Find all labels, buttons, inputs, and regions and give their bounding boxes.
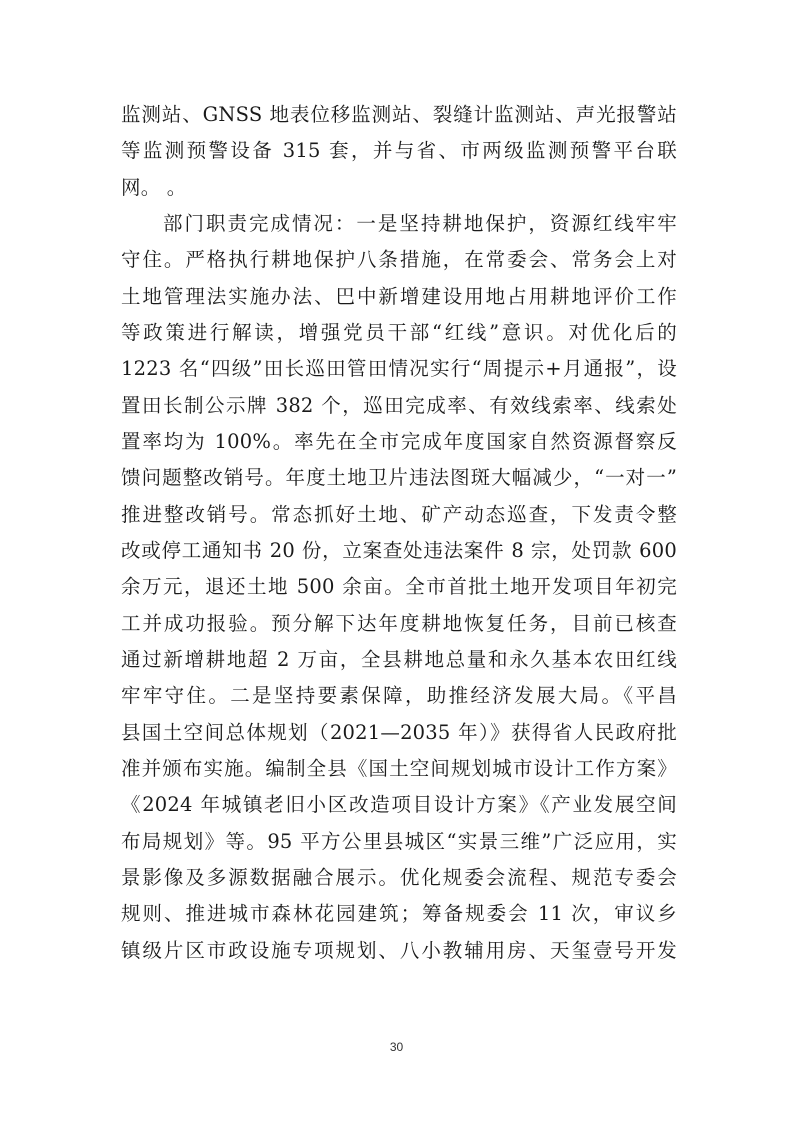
text-line: 网。 。 — [121, 175, 187, 199]
text-line: 县国土空间总体规划（2021—2035 年）》获得省人民政府批 — [121, 720, 677, 744]
text-line: 1223 名“四级”田长巡田管田情况实行“周提示+月通报”，设 — [121, 357, 677, 381]
text-line: 置田长制公示牌 382 个，巡田完成率、有效线索率、线索处 — [121, 393, 677, 417]
text-line: 牢牢守住。二是坚持要素保障，助推经济发展大局。《平昌 — [121, 684, 677, 708]
body-text — [121, 97, 677, 969]
text-line: 等监测预警设备 315 套，并与省、市两级监测预警平台联 — [121, 139, 677, 163]
text-line: 土地管理法实施办法、巴中新增建设用地占用耕地评价工作 — [121, 284, 677, 308]
text-line: 规则、推进城市森林花园建筑；筹备规委会 11 次，审议乡 — [121, 902, 677, 926]
text-line: 置率均为 100%。率先在全市完成年度国家自然资源督察反 — [121, 429, 677, 453]
text-line: 景影像及多源数据融合展示。优化规委会流程、规范专委会 — [121, 865, 677, 889]
text-line: 改或停工通知书 20 份，立案查处违法案件 8 宗，处罚款 600 — [121, 538, 677, 562]
text-line: 监测站、GNSS 地表位移监测站、裂缝计监测站、声光报警站 — [121, 103, 677, 126]
text-line: 准并颁布实施。编制全县《国土空间规划城市设计工作方案》 — [121, 756, 677, 780]
text-line: 馈问题整改销号。年度土地卫片违法图斑大幅减少，“一对一” — [121, 466, 677, 490]
page-number: 30 — [389, 1040, 404, 1054]
text-line: 守住。严格执行耕地保护八条措施，在常委会、常务会上对 — [121, 248, 677, 272]
text-line: 余万元，退还土地 500 余亩。全市首批土地开发项目年初完 — [121, 575, 677, 599]
text-line: 《2024 年城镇老旧小区改造项目设计方案》《产业发展空间 — [121, 793, 677, 817]
text-line: 镇级片区市政设施专项规划、八小教辅用房、天玺壹号开发 — [121, 938, 677, 962]
text-line: 通过新增耕地超 2 万亩，全县耕地总量和永久基本农田红线 — [121, 647, 677, 671]
text-line: 等政策进行解读，增强党员干部“红线”意识。对优化后的 — [121, 320, 677, 344]
text-line: 工并成功报验。预分解下达年度耕地恢复任务，目前已核查 — [121, 611, 677, 635]
text-line: 布局规划》等。95 平方公里县城区“实景三维”广泛应用，实 — [121, 829, 677, 853]
text-line: 推进整改销号。常态抓好土地、矿产动态巡查，下发责令整 — [121, 502, 677, 526]
text-line-paragraph-start: 部门职责完成情况：一是坚持耕地保护，资源红线牢牢 — [163, 211, 677, 235]
